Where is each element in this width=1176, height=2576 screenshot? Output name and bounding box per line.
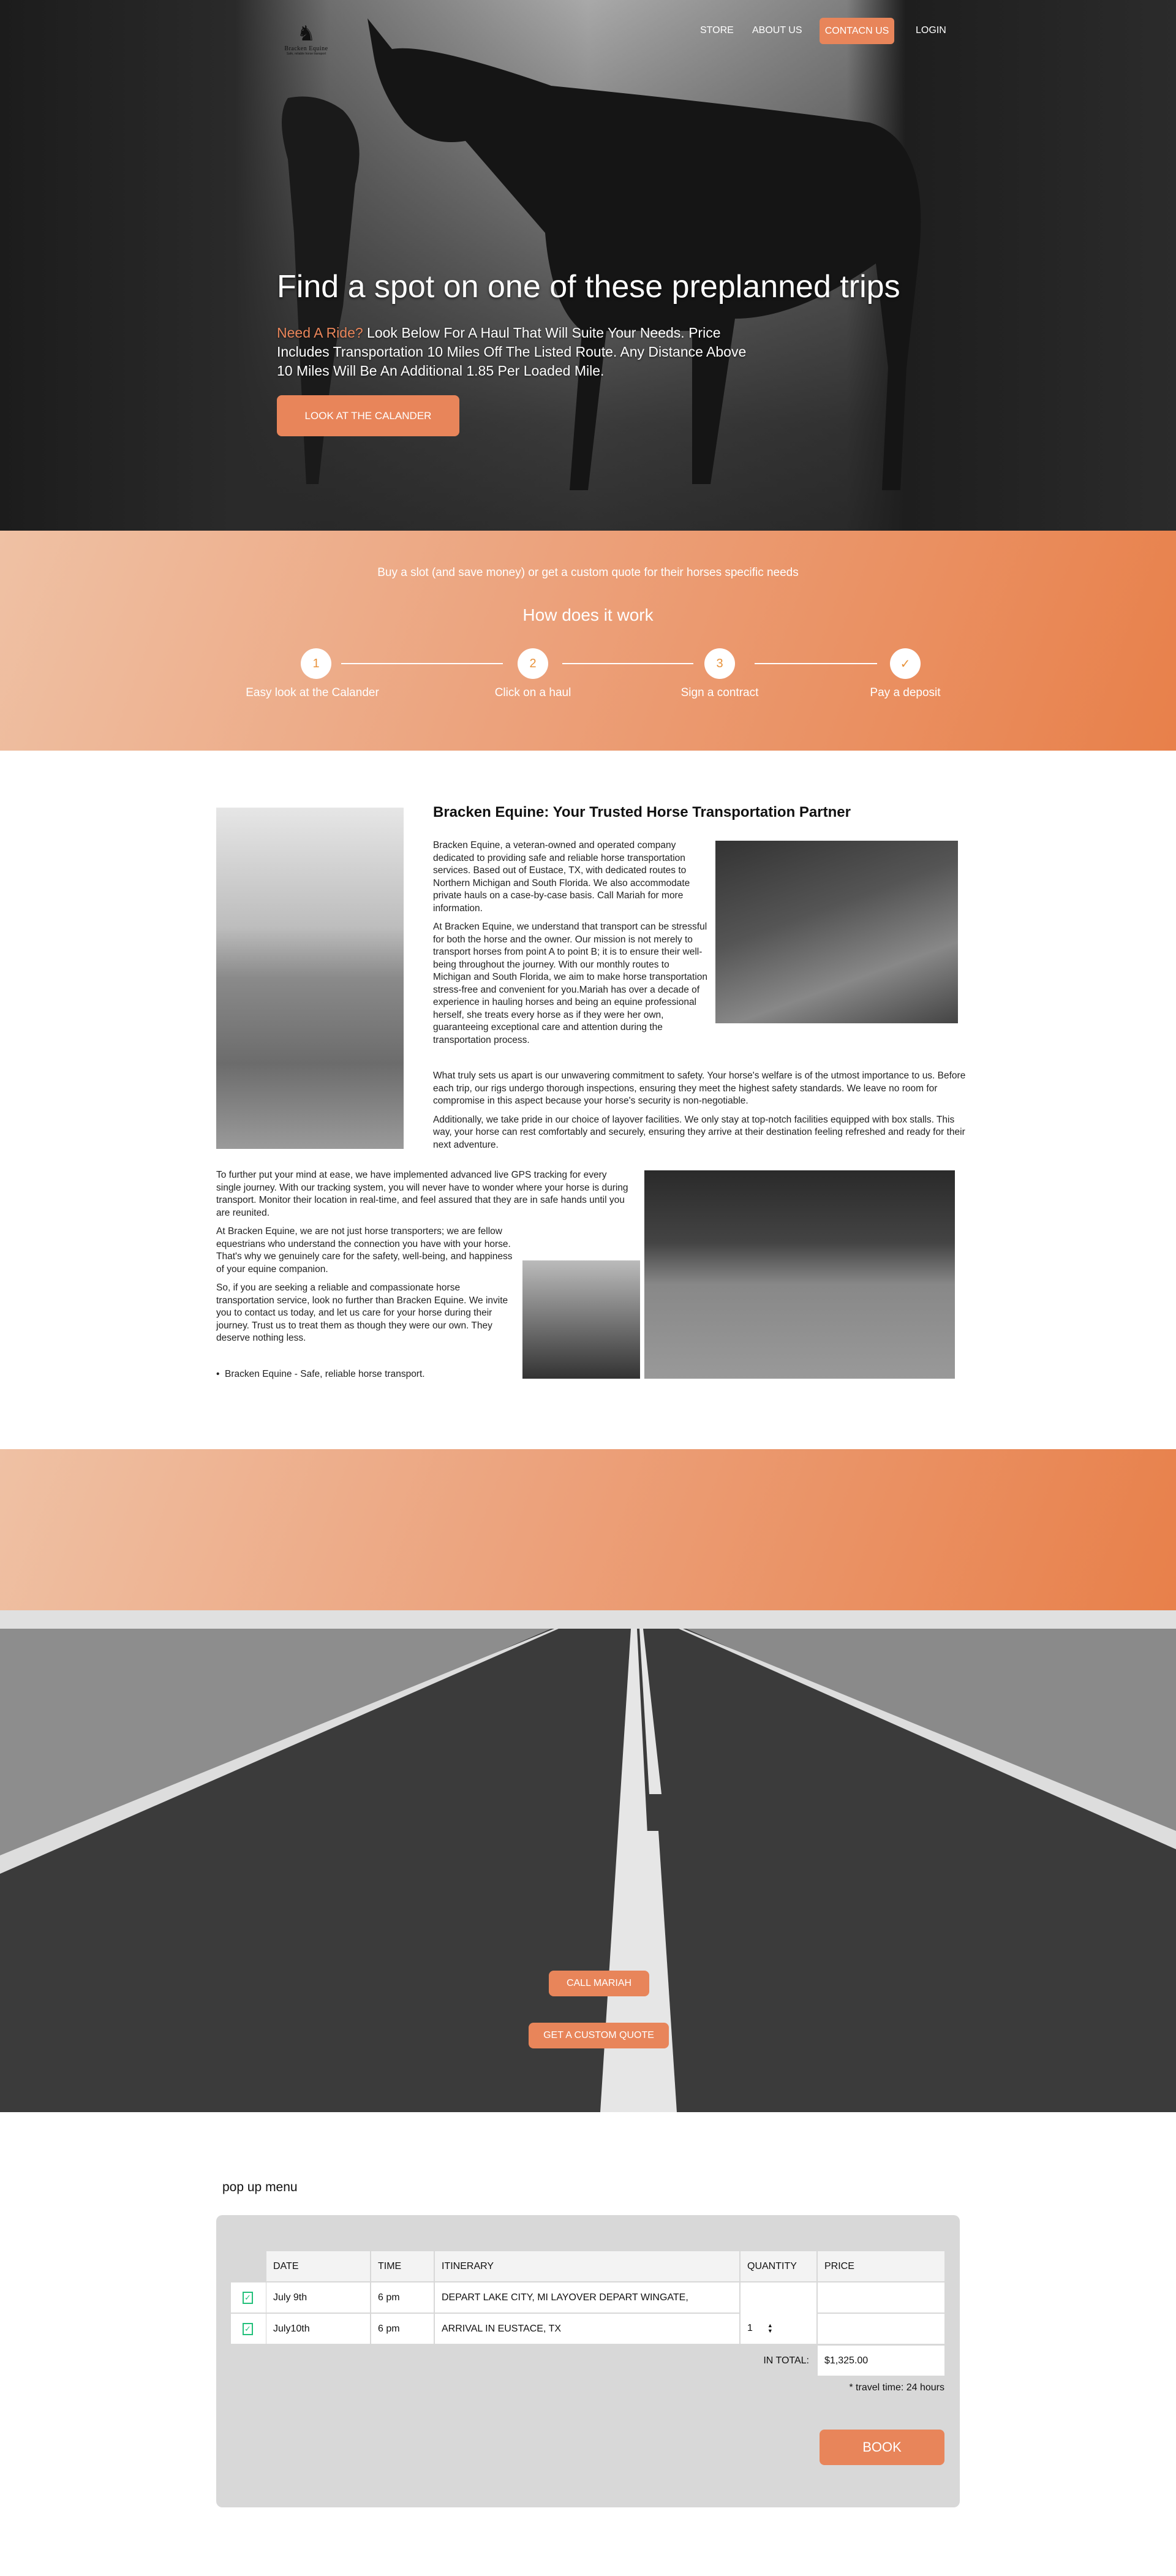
total-value: $1,325.00 <box>818 2346 944 2376</box>
get-custom-quote-button[interactable]: GET A CUSTOM QUOTE <box>529 2023 669 2048</box>
about-paragraph: At Bracken Equine, we are not just horse transporters; we are fellow equestrians who understand the connection you have with your horse. That's why we genuinely care for the safety, well-being, and happiness of your equine companion. <box>216 1226 513 1275</box>
step-3-label: Sign a contract <box>680 686 759 699</box>
horse-silhouette-image <box>0 0 1176 531</box>
hero-accent: Need A Ride? <box>277 325 363 341</box>
row-itinerary: DEPART LAKE CITY, MI LAYOVER DEPART WINGATE, <box>435 2282 739 2313</box>
how-subtitle: Buy a slot (and save money) or get a custom quote for their horses specific needs <box>377 566 799 579</box>
nav-about-us[interactable]: ABOUT US <box>752 25 802 36</box>
row-price <box>818 2314 944 2344</box>
about-paragraph: Bracken Equine, a veteran-owned and operated company dedicated to providing safe and reliable horse transportation services. Based out of Eustace, TX, with dedicated routes to Northern Michigan and South Florida. We also accommodate private hauls on a case-by-case basis. Call Mariah for more information. <box>433 840 690 914</box>
hero-text: Need A Ride? Look Below For A Haul That Will Suite Your Needs. Price Includes Transportation 10 Miles Off The Listed Route. Any Distance Above 10 Miles Will Be An Additional 1.85 Per Loaded Mile. <box>277 325 747 379</box>
row-checkbox[interactable] <box>231 2282 266 2313</box>
checkbox-checked-icon[interactable]: ✓ <box>243 2323 253 2335</box>
row-time: 6 pm <box>371 2314 434 2344</box>
barrel-racer-photo <box>644 1170 955 1379</box>
header-itinerary: ITINERARY <box>435 2251 739 2281</box>
header-price: PRICE <box>818 2251 944 2281</box>
step-2-label: Click on a haul <box>494 686 571 699</box>
horse-cart-logo-icon: ♞ <box>296 22 316 45</box>
step-3-circle: 3 <box>704 648 735 679</box>
checkmark-icon: ✓ <box>890 648 921 679</box>
total-label: IN TOTAL: <box>763 2355 809 2366</box>
woman-with-horse-in-field-photo <box>216 808 404 1149</box>
about-paragraph: Additionally, we take pride in our choice of layover facilities. We only stay at top-notch facilities equipped with box stalls. This way, your horse can rest comfortably and securely, ensuring they arrive at their destination feeling refreshed and ready for their next adventure. <box>433 1114 965 1150</box>
about-paragraph: What truly sets us apart is our unwavering commitment to safety. Your horse's welfare is of the utmost importance to us. Before each trip, our rigs undergo thorough inspections, ensuring they meet the highest safety standards. We leave no room for compromise in this aspect because your horse's security is non-negotiable. <box>433 1070 966 1106</box>
how-it-works-section <box>0 531 1176 751</box>
row-checkbox[interactable] <box>231 2314 266 2344</box>
call-mariah-button[interactable]: CALL MARIAH <box>549 1971 649 1996</box>
about-paragraph: So, if you are seeking a reliable and compassionate horse transportation service, look no further than Bracken Equine. We invite you to contact us today, and let us care for your horse during their journey. Trust us to treat them as though they were our own. They deserve nothing less. <box>216 1282 508 1343</box>
quantity-stepper[interactable]: 1 ▲ ▼ <box>741 2282 816 2344</box>
row-date: July10th <box>266 2314 370 2344</box>
header-date: DATE <box>266 2251 370 2281</box>
checkbox-checked-icon[interactable]: ✓ <box>243 2292 253 2304</box>
popup-title: pop up menu <box>222 2180 298 2194</box>
step-1-circle: 1 <box>301 648 331 679</box>
hero-title: Find a spot on one of these preplanned trips <box>277 269 900 305</box>
row-itinerary: ARRIVAL IN EUSTACE, TX <box>435 2314 739 2344</box>
bullet-item: • Bracken Equine - Safe, reliable horse transport. <box>216 1369 425 1379</box>
header-time: TIME <box>371 2251 434 2281</box>
nav-contact-us-button[interactable]: CONTACN US <box>820 18 894 44</box>
look-at-calendar-button[interactable]: LOOK AT THE CALANDER <box>277 395 459 436</box>
row-date: July 9th <box>266 2282 370 2313</box>
barn-horse-rider-photo <box>715 841 958 1023</box>
how-title: How does it work <box>522 605 654 624</box>
step-connector <box>755 663 877 664</box>
logo[interactable]: ♞ Bracken Equine Safe, reliable horse transport <box>277 22 336 60</box>
header-quantity: QUANTITY <box>741 2251 816 2281</box>
row-time: 6 pm <box>371 2282 434 2313</box>
about-heading: Bracken Equine: Your Trusted Horse Transportation Partner <box>433 804 851 820</box>
step-connector <box>341 663 503 664</box>
step-connector <box>562 663 693 664</box>
stepper-arrows-icon[interactable]: ▲ ▼ <box>767 2322 773 2334</box>
book-button[interactable]: BOOK <box>820 2430 944 2465</box>
nav-store[interactable]: STORE <box>700 25 734 36</box>
about-paragraph: To further put your mind at ease, we have implemented advanced live GPS tracking for every single journey. With our tracking system, you will never have to wonder where your horse is during transport. Monitor their location in real-time, and feel assured that they are in safe hands until you are reunited. <box>216 1170 628 1218</box>
hero-section <box>0 0 1176 531</box>
step-2-circle: 2 <box>518 648 548 679</box>
about-paragraph: At Bracken Equine, we understand that transport can be stressful for both the horse and the owner. Our mission is not merely to transport horses from point A to point B; it is to ensure their well-being throughout the journey. With our monthly routes to Michigan and South Florida, we aim to make horse transportation stress-free and convenient for you.Mariah has over a decade of experience in hauling horses and being an equine professional herself, she treats every horse as if they were her own, guaranteeing exceptional care and attention during the transportation process. <box>433 922 708 1045</box>
barrel-racing-arena-photo <box>522 1260 640 1379</box>
step-1-label: Easy look at the Calander <box>246 686 379 699</box>
orange-banner <box>0 1449 1176 1610</box>
travel-time-note: * travel time: 24 hours <box>849 2382 944 2393</box>
about-column <box>433 839 709 1053</box>
about-wide-column <box>433 1070 966 1157</box>
step-4-label: Pay a deposit <box>870 686 941 699</box>
nav-login[interactable]: LOGIN <box>916 25 946 36</box>
row-price <box>818 2282 944 2313</box>
